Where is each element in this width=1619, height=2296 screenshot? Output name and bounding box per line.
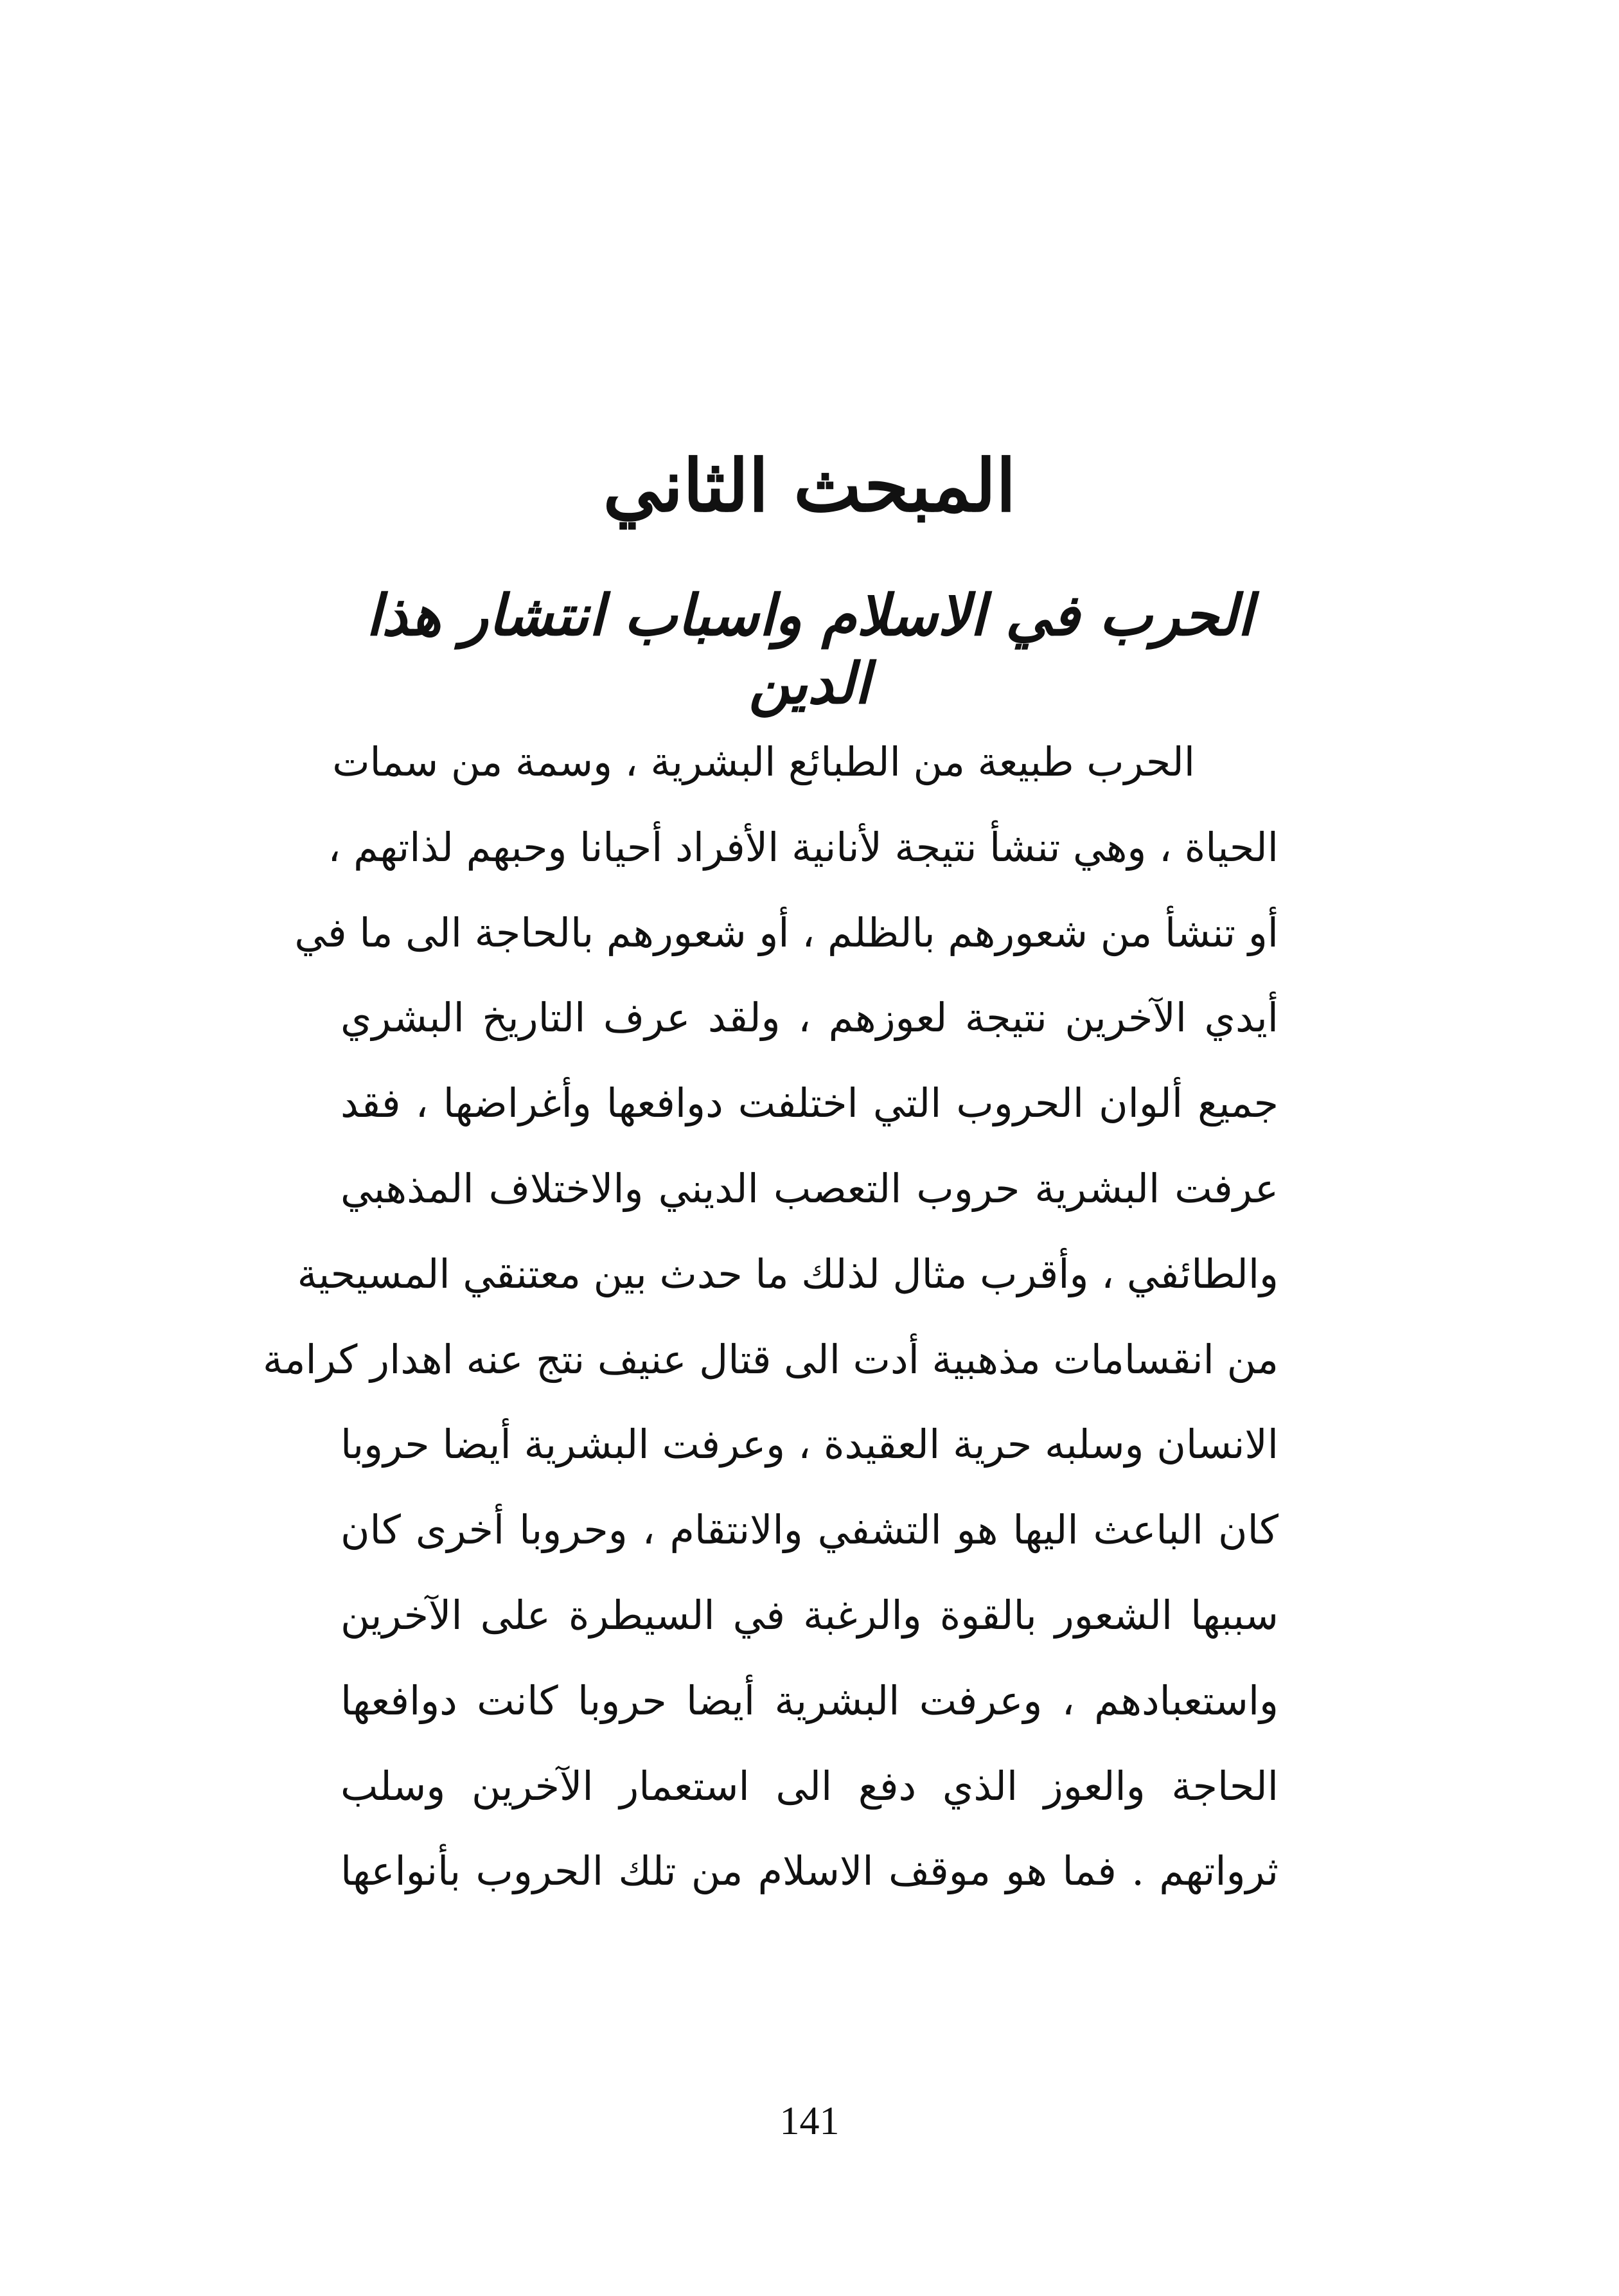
text-line: الحرب طبيعة من الطبائع البشرية ، وسمة من سمات bbox=[332, 738, 1195, 785]
text-line: أيدي الآخرين نتيجة لعوزهم ، ولقد عرف التاريخ البشري bbox=[341, 994, 1278, 1042]
chapter-title: المبحث الثاني bbox=[603, 444, 1016, 528]
text-line: جميع ألوان الحروب التي اختلفت دوافعها وأغراضها ، فقد bbox=[341, 1080, 1278, 1127]
text-line: عرفت البشرية حروب التعصب الديني والاختلاف المذهبي bbox=[341, 1164, 1278, 1212]
text-line: واستعبادهم ، وعرفت البشرية أيضا حروبا كانت دوافعها bbox=[341, 1677, 1278, 1724]
text-line: أو تنشأ من شعورهم بالظلم ، أو شعورهم بالحاجة الى ما في bbox=[294, 909, 1278, 956]
chapter-subtitle: الحرب في الاسلام واسباب انتشار هذا الدين bbox=[366, 582, 1253, 716]
text-line: والطائفي ، وأقرب مثال لذلك ما حدث بين معتنقي المسيحية bbox=[297, 1250, 1278, 1297]
text-line: الحاجة والعوز الذي دفع الى استعمار الآخرين وسلب bbox=[341, 1762, 1278, 1810]
text-line: من انقسامات مذهبية أدت الى قتال عنيف نتج عنه اهدار كرامة bbox=[263, 1335, 1278, 1383]
body-paragraph bbox=[263, 720, 1278, 1914]
text-line: كان الباعث اليها هو التشفي والانتقام ، وحروبا أخرى كان bbox=[341, 1506, 1278, 1554]
text-line: الانسان وسلبه حرية العقيدة ، وعرفت البشرية أيضا حروبا bbox=[341, 1421, 1278, 1468]
text-line: الحياة ، وهي تنشأ نتيجة لأنانية الأفراد أحيانا وحبهم لذاتهم ، bbox=[328, 823, 1278, 871]
text-line: ثرواتهم . فما هو موقف الاسلام من تلك الحروب بأنواعها bbox=[341, 1847, 1278, 1895]
text-line: سببها الشعور بالقوة والرغبة في السيطرة على الآخرين bbox=[341, 1591, 1278, 1639]
page-number: 141 bbox=[779, 2099, 840, 2143]
